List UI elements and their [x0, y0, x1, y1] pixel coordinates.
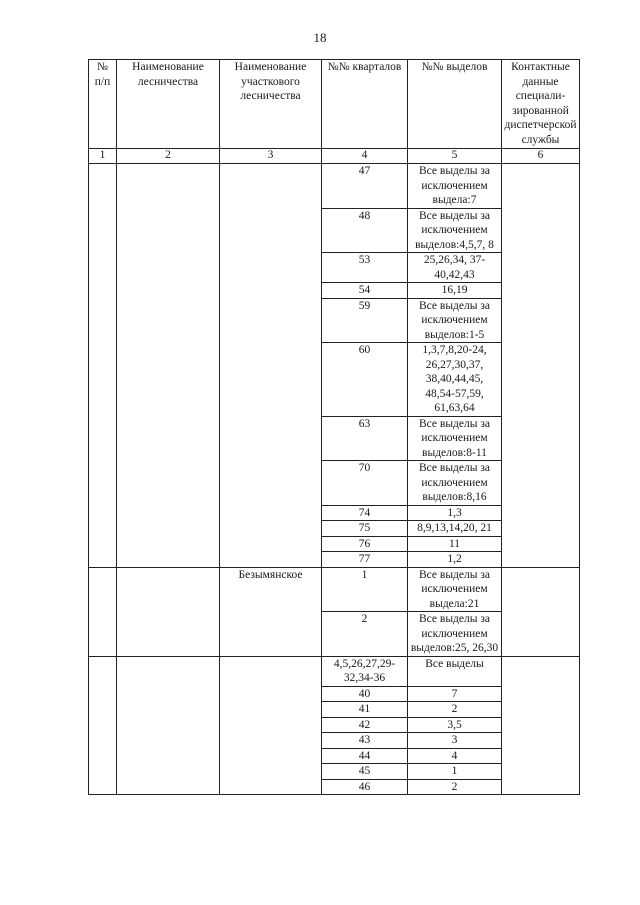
plots-cell: Все выделы за исключением выделов:25, 26,30	[408, 612, 502, 657]
plots-cell: Все выделы за исключением выделов:8,16	[408, 461, 502, 506]
header-cell-plots: №№ выделов	[408, 60, 502, 149]
district-cell	[220, 164, 322, 568]
plots-cell: 3,5	[408, 717, 502, 733]
column-number: 1	[89, 149, 117, 164]
plots-cell: Все выделы за исключением выделов:1-5	[408, 298, 502, 343]
quarter-cell: 42	[322, 717, 408, 733]
plots-cell: 16,19	[408, 283, 502, 299]
plots-cell: Все выделы за исключением выдела:21	[408, 567, 502, 612]
contacts-cell	[502, 656, 580, 795]
plots-cell: 8,9,13,14,20, 21	[408, 521, 502, 537]
plots-cell: 2	[408, 702, 502, 718]
quarter-cell: 74	[322, 505, 408, 521]
quarter-cell: 53	[322, 253, 408, 283]
header-cell-quarters: №№ кварталов	[322, 60, 408, 149]
table-row	[89, 567, 580, 612]
column-number: 2	[117, 149, 220, 164]
district-cell	[220, 656, 322, 795]
forestry-cell	[117, 164, 220, 568]
quarter-cell: 41	[322, 702, 408, 718]
plots-cell: Все выделы за исключением выдела:7	[408, 164, 502, 209]
header-cell-district: Наименование участкового лесничества	[220, 60, 322, 149]
plots-cell: 4	[408, 748, 502, 764]
contacts-cell	[502, 164, 580, 568]
table-row	[89, 164, 580, 209]
quarter-cell: 60	[322, 343, 408, 417]
quarter-cell: 46	[322, 779, 408, 795]
plots-cell: 2	[408, 779, 502, 795]
page-number: 18	[313, 30, 327, 45]
quarter-cell: 44	[322, 748, 408, 764]
quarter-cell: 45	[322, 764, 408, 780]
number-cell	[89, 164, 117, 568]
quarter-cell: 48	[322, 208, 408, 253]
header-row	[89, 60, 580, 149]
number-cell	[89, 656, 117, 795]
quarter-cell: 40	[322, 686, 408, 702]
quarter-cell: 70	[322, 461, 408, 506]
plots-cell: 1,3,7,8,20-24, 26,27,30,37, 38,40,44,45, 48,54-57,59, 61,63,64	[408, 343, 502, 417]
plots-cell: 11	[408, 536, 502, 552]
column-number: 6	[502, 149, 580, 164]
plots-cell: 1	[408, 764, 502, 780]
quarter-cell: 2	[322, 612, 408, 657]
plots-cell: Все выделы за исключением выделов:8-11	[408, 416, 502, 461]
header-cell-forestry: Наименование лесничества	[117, 60, 220, 149]
contacts-cell	[502, 567, 580, 656]
quarter-cell: 77	[322, 552, 408, 568]
plots-cell: Все выделы	[408, 656, 502, 686]
table-row	[89, 656, 580, 686]
plots-cell: Все выделы за исключением выделов:4,5,7, 8	[408, 208, 502, 253]
column-number: 3	[220, 149, 322, 164]
plots-cell: 1,3	[408, 505, 502, 521]
column-number-row	[89, 149, 580, 164]
quarter-cell: 4,5,26,27,29-32,34-36	[322, 656, 408, 686]
plots-cell: 25,26,34, 37-40,42,43	[408, 253, 502, 283]
column-number: 5	[408, 149, 502, 164]
table-body	[89, 164, 580, 795]
quarter-cell: 63	[322, 416, 408, 461]
plots-cell: 7	[408, 686, 502, 702]
number-cell	[89, 567, 117, 656]
quarter-cell: 47	[322, 164, 408, 209]
forestry-cell	[117, 656, 220, 795]
header-cell-contacts: Контактные данные специали-зированной диспетчерской службы	[502, 60, 580, 149]
plots-cell: 3	[408, 733, 502, 749]
forestry-cell	[117, 567, 220, 656]
quarter-cell: 76	[322, 536, 408, 552]
quarter-cell: 54	[322, 283, 408, 299]
quarter-cell: 43	[322, 733, 408, 749]
district-cell: Безымянское	[220, 567, 322, 656]
plots-cell: 1,2	[408, 552, 502, 568]
column-number: 4	[322, 149, 408, 164]
header-cell-number: № п/п	[89, 60, 117, 149]
forest-plots-table	[88, 59, 580, 795]
quarter-cell: 75	[322, 521, 408, 537]
quarter-cell: 1	[322, 567, 408, 612]
quarter-cell: 59	[322, 298, 408, 343]
